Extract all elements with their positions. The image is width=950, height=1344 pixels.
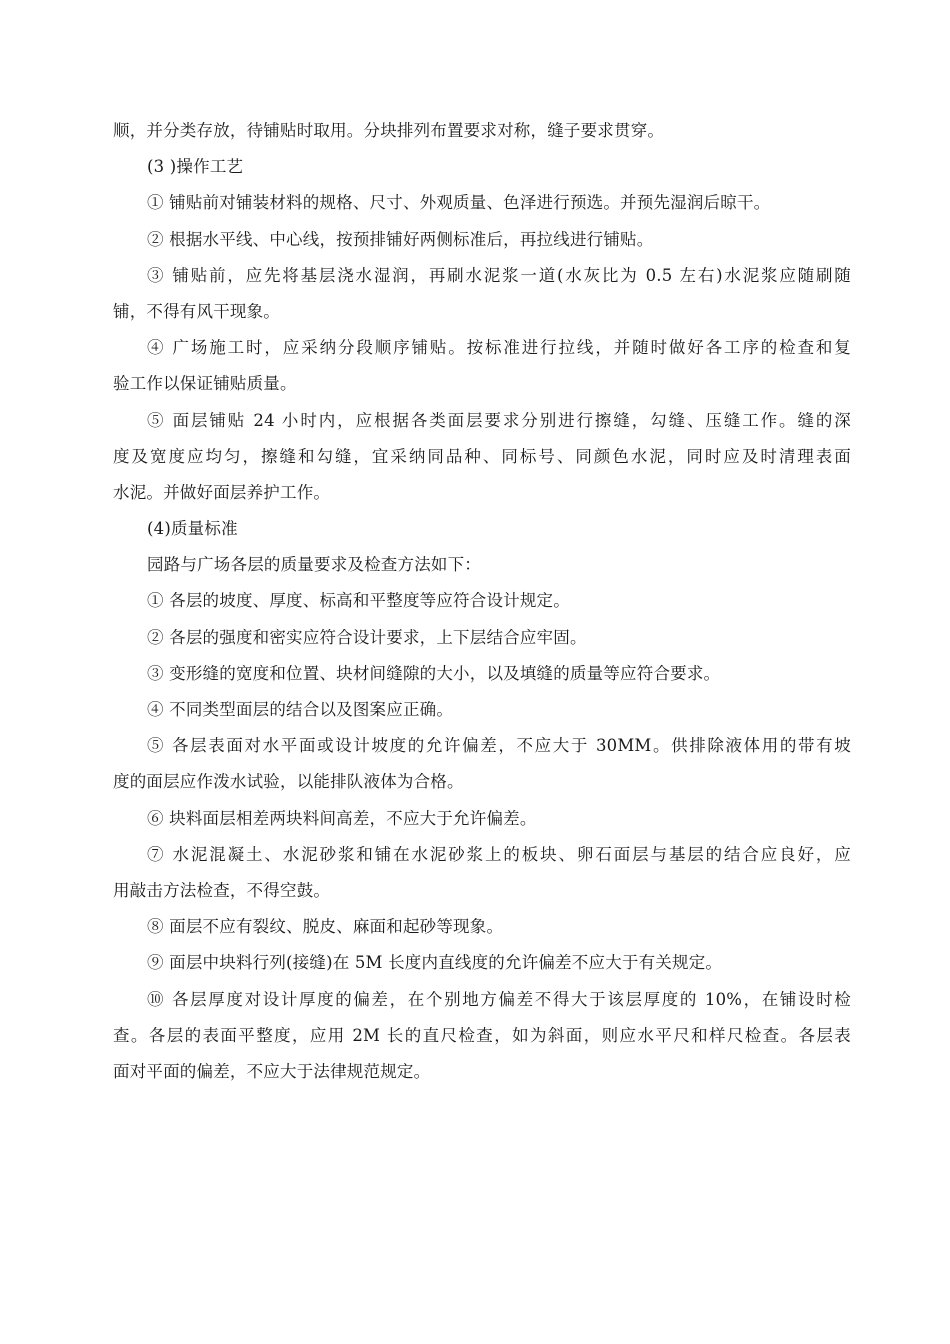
text-line: 度及宽度应均匀，擦缝和勾缝，宜采纳同品种、同标号、同颜色水泥，同时应及时清理表面 [113, 446, 851, 466]
text-line: ⑦ 水泥混凝土、水泥砂浆和铺在水泥砂浆上的板块、卵石面层与基层的结合应良好，应 [147, 844, 851, 864]
text-line: 铺，不得有风干现象。 [113, 301, 280, 321]
text-line: ⑩ 各层厚度对设计厚度的偏差，在个别地方偏差不得大于该层厚度的 10%，在铺设时检 [147, 989, 851, 1009]
text-line: ⑧ 面层不应有裂纹、脱皮、麻面和起砂等现象。 [147, 917, 504, 937]
text-line: 顺，并分类存放，待铺贴时取用。分块排列布置要求对称，缝子要求贯穿。 [113, 121, 665, 140]
text-line: ② 各层的强度和密实应符合设计要求，上下层结合应牢固。 [147, 627, 587, 647]
text-line: ④ 不同类型面层的结合以及图案应正确。 [147, 700, 454, 719]
text-line: 面对平面的偏差，不应大于法律规范规定。 [113, 1061, 431, 1081]
text-line: ① 各层的坡度、厚度、标高和平整度等应符合设计规定。 [147, 591, 570, 611]
text-line: ⑤ 面层铺贴 24 小时内，应根据各类面层要求分别进行擦缝，勾缝、压缝工作。缝的深 [147, 410, 851, 430]
text-line: ⑤ 各层表面对水平面或设计坡度的允许偏差，不应大于 30MM。供排除液体用的带有坡 [147, 736, 851, 756]
text-line: 查。各层的表面平整度，应用 2M 长的直尺检查，如为斜面，则应水平尺和样尺检查。各层表 [113, 1025, 851, 1045]
text-line: ④ 广场施工时，应采纳分段顺序铺贴。按标准进行拉线，并随时做好各工序的检查和复 [147, 338, 851, 358]
section-heading-operation-process: (3 )操作工艺 [147, 157, 244, 177]
document-body [113, 113, 851, 1090]
text-line: ③ 铺贴前，应先将基层浇水湿润，再刷水泥浆一道(水灰比为 0.5 左右)水泥浆应随刷随 [147, 265, 851, 285]
text-line: 水泥。并做好面层养护工作。 [113, 482, 331, 502]
text-line: ⑥ 块料面层相差两块料间高差，不应大于允许偏差。 [147, 808, 537, 828]
text-line: ① 铺贴前对铺装材料的规格、尺寸、外观质量、色泽进行预选。并预先湿润后晾干。 [147, 193, 771, 213]
text-line: 园路与广场各层的质量要求及检查方法如下： [147, 555, 481, 575]
text-line: ⑨ 面层中块料行列(接缝)在 5M 长度内直线度的允许偏差不应大于有关规定。 [147, 953, 723, 973]
section-heading-quality-standard: (4)质量标准 [147, 519, 238, 539]
text-line: ② 根据水平线、中心线，按预排铺好两侧标准后，再拉线进行铺贴。 [147, 229, 654, 249]
text-line: ③ 变形缝的宽度和位置、块材间缝隙的大小，以及填缝的质量等应符合要求。 [147, 663, 721, 683]
text-line: 用敲击方法检查，不得空鼓。 [113, 880, 331, 900]
text-line: 度的面层应作泼水试验，以能排队液体为合格。 [113, 772, 464, 792]
text-line: 验工作以保证铺贴质量。 [113, 374, 297, 394]
